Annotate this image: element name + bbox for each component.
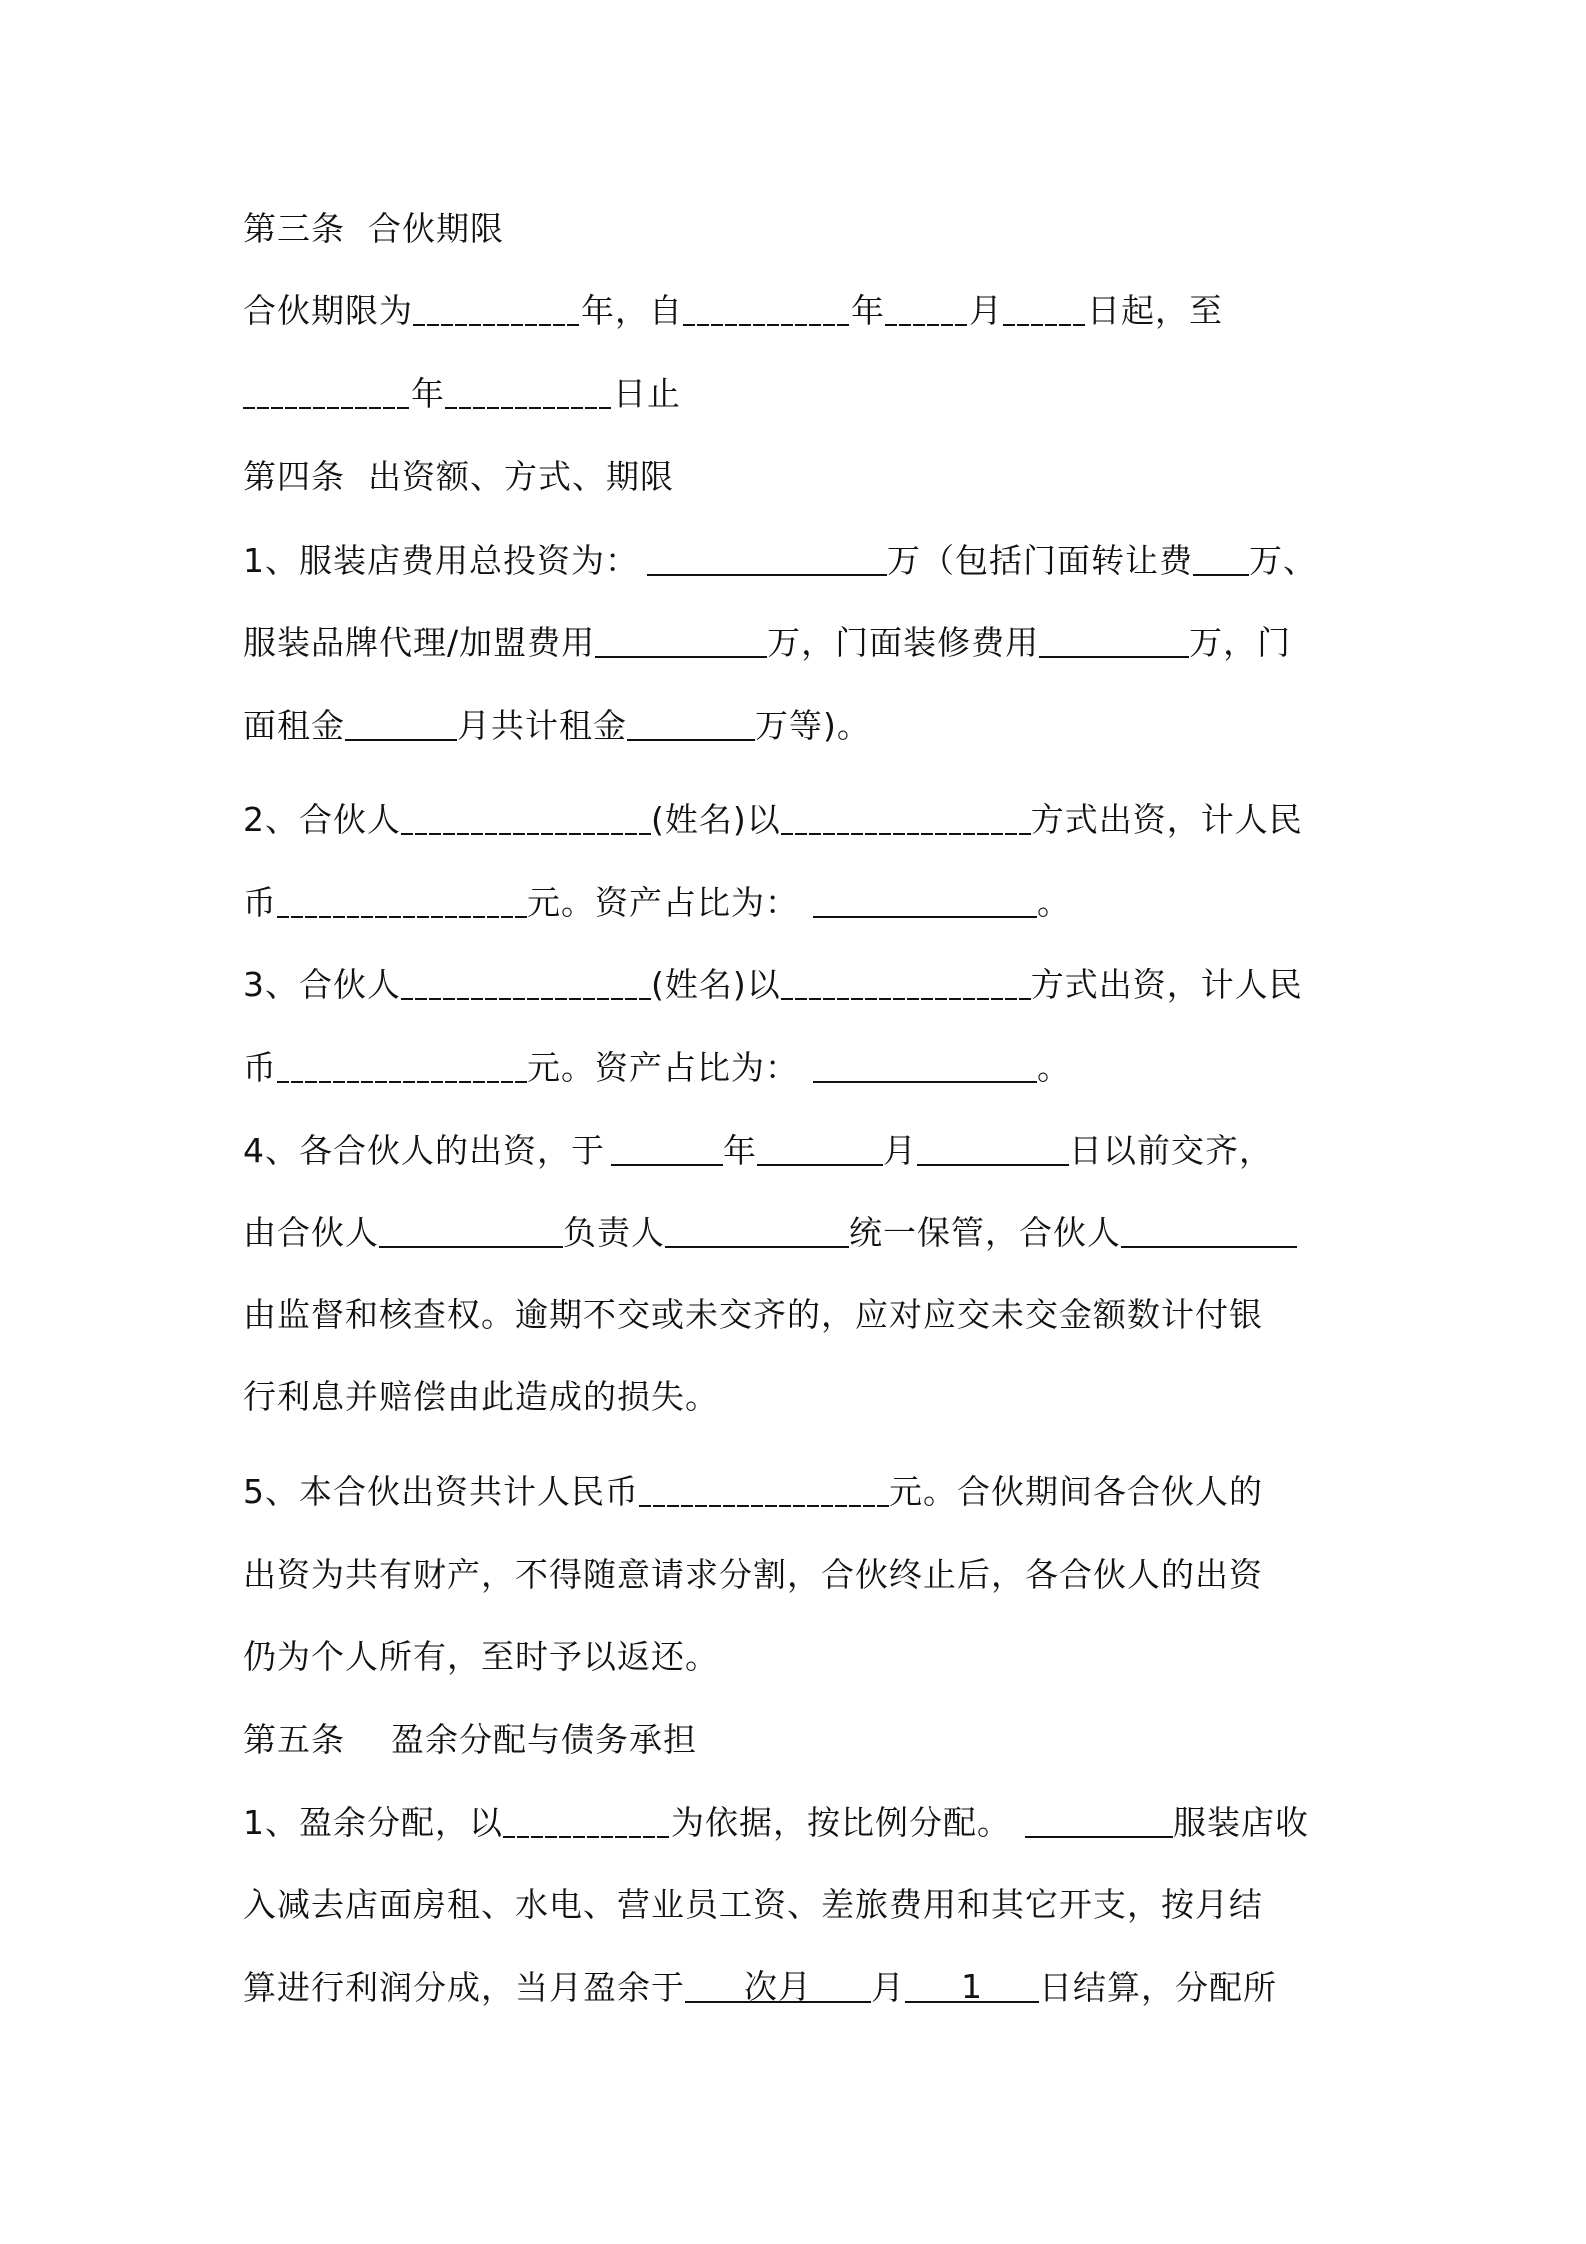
article4-item4-line4: 行利息并赔偿由此造成的损失。 bbox=[243, 1377, 719, 1416]
article3-term-line2 bbox=[243, 372, 681, 416]
contribution-method-blank[interactable] bbox=[781, 964, 1031, 1000]
text-segment: 币 bbox=[243, 1048, 277, 1087]
contribution-amount-blank[interactable] bbox=[277, 882, 527, 918]
text-segment: 元。资产占比为： bbox=[527, 883, 799, 922]
article5-item1-line3 bbox=[243, 1965, 1277, 2010]
settlement-month-value: 次月 bbox=[744, 1967, 812, 2006]
text-segment: 年 bbox=[411, 374, 445, 413]
text-segment: 。 bbox=[1037, 1048, 1071, 1087]
text-segment: 日起，至 bbox=[1087, 291, 1223, 330]
contribution-method-blank[interactable] bbox=[781, 799, 1031, 835]
text-segment: 月 bbox=[883, 1131, 917, 1170]
text-segment: 日以前交齐， bbox=[1069, 1131, 1273, 1170]
text-segment: 由合伙人 bbox=[243, 1213, 379, 1252]
text-segment: 月 bbox=[969, 291, 1003, 330]
text-segment: 算进行利润分成，当月盈余于 bbox=[243, 1968, 685, 2007]
text-segment: 。 bbox=[1037, 883, 1071, 922]
contribution-amount-blank[interactable] bbox=[277, 1047, 527, 1083]
text-segment: 元。合伙期间各合伙人的 bbox=[889, 1472, 1263, 1511]
text-segment: 年，自 bbox=[581, 291, 683, 330]
deadline-day-blank[interactable] bbox=[917, 1128, 1069, 1166]
text-segment: 年 bbox=[723, 1131, 757, 1170]
text-segment: 币 bbox=[243, 883, 277, 922]
text-segment: 万等)。 bbox=[755, 706, 871, 745]
text-segment: 服装店收 bbox=[1173, 1803, 1309, 1842]
article4-item3-line1 bbox=[243, 963, 1303, 1007]
start-month-blank[interactable] bbox=[885, 290, 969, 326]
text-segment: 2、合伙人 bbox=[243, 800, 401, 839]
article4-item5-line3: 仍为个人所有，至时予以返还。 bbox=[243, 1637, 719, 1676]
text-segment: (姓名)以 bbox=[651, 800, 781, 839]
start-year-blank[interactable] bbox=[683, 290, 851, 326]
partner-name-blank[interactable] bbox=[401, 799, 651, 835]
article5-item1-line1 bbox=[243, 1800, 1309, 1845]
text-segment: 万（包括门面转让费 bbox=[887, 541, 1193, 580]
text-segment: 4、各合伙人的出资，于 bbox=[243, 1131, 605, 1170]
rent-months-blank[interactable] bbox=[345, 703, 457, 741]
text-segment: 月 bbox=[871, 1968, 905, 2007]
article4-item1-line2 bbox=[243, 620, 1291, 665]
end-monthday-blank[interactable] bbox=[445, 373, 613, 409]
article4-item4-line3: 由监督和核查权。逾期不交或未交齐的，应对应交未交金额数计付银 bbox=[243, 1295, 1263, 1334]
start-day-blank[interactable] bbox=[1003, 290, 1087, 326]
settlement-day-value: 1 bbox=[961, 1967, 983, 2006]
text-segment: 5、本合伙出资共计人民币 bbox=[243, 1472, 639, 1511]
article4-item4-line2 bbox=[243, 1210, 1297, 1255]
settlement-day-blank[interactable] bbox=[905, 1965, 1039, 2006]
text-segment: 年 bbox=[851, 291, 885, 330]
decoration-fee-blank[interactable] bbox=[1039, 620, 1189, 658]
text-segment: 面租金 bbox=[243, 706, 345, 745]
text-segment: 1、盈余分配，以 bbox=[243, 1803, 503, 1842]
article4-title: 第四条 出资额、方式、期限 bbox=[243, 457, 674, 496]
article4-item5-line2: 出资为共有财产，不得随意请求分割，合伙终止后，各合伙人的出资 bbox=[243, 1555, 1263, 1594]
text-segment: 月共计租金 bbox=[457, 706, 627, 745]
end-year-blank[interactable] bbox=[243, 373, 411, 409]
text-segment: 负责人 bbox=[563, 1213, 665, 1252]
text-segment: 日止 bbox=[613, 374, 681, 413]
article4-item3-line2 bbox=[243, 1045, 1071, 1090]
text-segment: 统一保管，合伙人 bbox=[849, 1213, 1121, 1252]
asset-share-blank[interactable] bbox=[813, 1045, 1037, 1083]
store-name-blank[interactable] bbox=[1025, 1800, 1173, 1838]
article4-item4-line1 bbox=[243, 1128, 1273, 1173]
deadline-month-blank[interactable] bbox=[757, 1128, 883, 1166]
article5-item1-line2: 入减去店面房租、水电、营业员工资、差旅费用和其它开支，按月结 bbox=[243, 1885, 1263, 1924]
total-rent-blank[interactable] bbox=[627, 703, 755, 741]
text-segment: 万，门面装修费用 bbox=[767, 623, 1040, 662]
deadline-year-blank[interactable] bbox=[611, 1128, 723, 1166]
brand-fee-blank[interactable] bbox=[595, 620, 767, 658]
article3-title: 第三条 合伙期限 bbox=[243, 209, 504, 248]
total-capital-blank[interactable] bbox=[639, 1471, 889, 1507]
text-segment: 1、服装店费用总投资为： bbox=[243, 541, 639, 580]
responsible-person-blank[interactable] bbox=[665, 1210, 849, 1248]
partner-name-blank[interactable] bbox=[401, 964, 651, 1000]
distribution-basis-blank[interactable] bbox=[503, 1802, 671, 1838]
transfer-fee-blank[interactable] bbox=[1193, 538, 1249, 576]
article4-item1-line3 bbox=[243, 703, 871, 748]
custodian-partner-blank[interactable] bbox=[379, 1210, 563, 1248]
article4-item1-line1 bbox=[243, 538, 1317, 583]
article4-item5-line1 bbox=[243, 1470, 1263, 1514]
text-segment: (姓名)以 bbox=[651, 965, 781, 1004]
text-segment: 元。资产占比为： bbox=[527, 1048, 799, 1087]
settlement-month-blank[interactable] bbox=[685, 1965, 871, 2006]
asset-share-blank[interactable] bbox=[813, 880, 1037, 918]
text-segment: 方式出资，计人民 bbox=[1030, 800, 1303, 839]
article3-term-line1 bbox=[243, 289, 1223, 333]
article4-item2-line2 bbox=[243, 880, 1071, 925]
total-investment-blank[interactable] bbox=[647, 538, 887, 576]
article5-title: 第五条 盈余分配与债务承担 bbox=[243, 1720, 697, 1759]
text-segment: 为依据，按比例分配。 bbox=[671, 1803, 1011, 1842]
text-segment: 3、合伙人 bbox=[243, 965, 401, 1004]
text-segment: 合伙期限为 bbox=[243, 291, 413, 330]
text-segment: 万、 bbox=[1249, 541, 1317, 580]
text-segment: 日结算，分配所 bbox=[1039, 1968, 1277, 2007]
text-segment: 服装品牌代理/加盟费用 bbox=[243, 623, 596, 662]
text-segment: 方式出资，计人民 bbox=[1030, 965, 1303, 1004]
article4-item2-line1 bbox=[243, 798, 1303, 842]
supervising-partner-blank[interactable] bbox=[1121, 1210, 1297, 1248]
text-segment: 万，门 bbox=[1189, 623, 1292, 662]
term-years-blank[interactable] bbox=[413, 290, 581, 326]
